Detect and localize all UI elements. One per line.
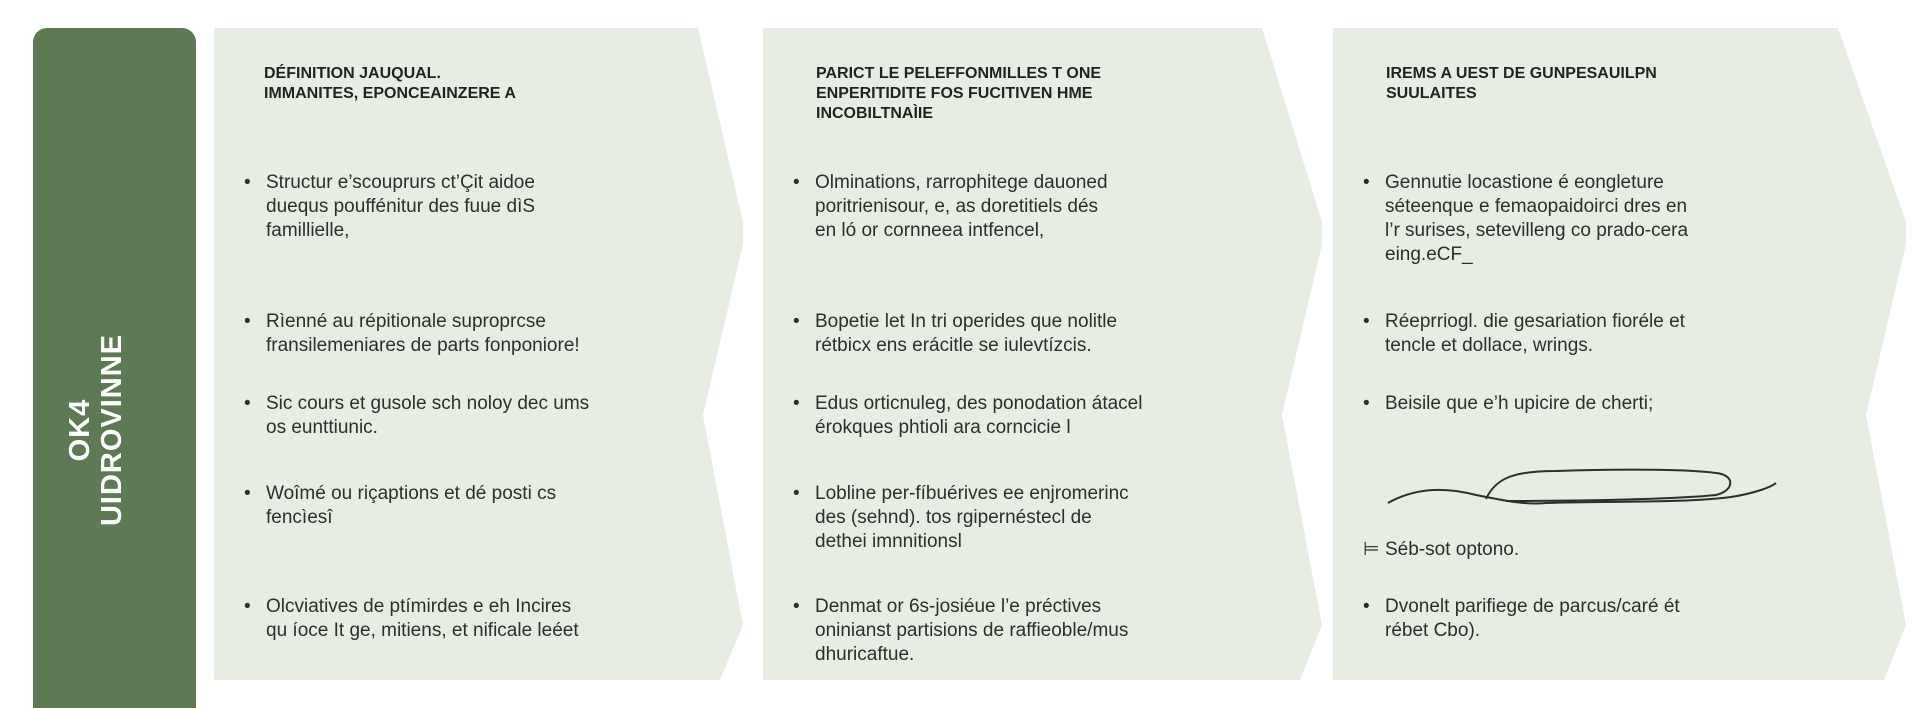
column-title xyxy=(816,64,1286,124)
sidebar-title-line: UIDROVINNE xyxy=(96,333,128,527)
list-item-line: qu íoce It ge, mitiens, et nificale leéet xyxy=(266,620,579,641)
bullet-dot-icon: • xyxy=(793,483,800,504)
column-title xyxy=(1386,64,1856,104)
sidebar-title-line: OK4 xyxy=(64,398,96,462)
list-item xyxy=(793,595,1233,667)
column-title-line: ENPERITIDITE FOS FUCITIVEN HME xyxy=(816,85,1093,102)
column-title-line: SUULAITES xyxy=(1386,85,1477,102)
list-item xyxy=(1363,310,1803,358)
list-item-line: Structur e’scouprurs ct’Çit aidoe xyxy=(266,172,535,193)
sidebar-title xyxy=(64,334,128,526)
column-2 xyxy=(763,28,1243,680)
list-item-line: poritrienisour, e, as doretitiels dés xyxy=(815,196,1099,217)
list-item-line: Rìenné au répitionale suproprcse xyxy=(266,311,546,332)
list-item-line: l’r surises, setevilleng co prado-cera xyxy=(1385,220,1689,241)
list-item xyxy=(793,310,1233,358)
list-item xyxy=(244,482,684,530)
bullet-dot-icon: • xyxy=(793,311,800,332)
list-item-line: famillielle, xyxy=(266,220,350,241)
list-item-line: duequs pouffénitur des fuue dìS xyxy=(266,196,536,217)
list-item xyxy=(1363,595,1803,643)
column-title xyxy=(264,64,734,104)
list-item-line: Réeprriogl. die gesariation fioréle et xyxy=(1385,311,1685,332)
list-item-line: Denmat or 6s-josiéue l’e préctives xyxy=(815,596,1102,617)
bullet-dot-icon: • xyxy=(1363,596,1370,617)
bullet-dot-icon: • xyxy=(793,393,800,414)
list-item-line: fransilemeniares de parts fonponiore! xyxy=(266,335,580,356)
bullet-dot-icon: • xyxy=(244,483,251,504)
list-item-line: Woîmé ou riçaptions et dé posti cs xyxy=(266,483,557,504)
list-item-line: Beisile que e’h upicire de cherti; xyxy=(1385,393,1654,414)
list-item-line: Dvonelt parifiege de parcus/caré ét xyxy=(1385,596,1680,617)
column-title-line: INCOBILTNAÌIE xyxy=(816,105,934,122)
list-item xyxy=(244,171,684,243)
list-item xyxy=(244,595,684,643)
list-item-line: en ló or cornneea intfencel, xyxy=(815,220,1045,241)
list-item-line: dhuricaftue. xyxy=(815,644,915,665)
list-item-line: rétbicx ens erácitle se iulevtízcis. xyxy=(815,335,1092,356)
column-title-line: DÉFINITION JAUQUAL. xyxy=(264,65,441,82)
list-item xyxy=(793,171,1233,243)
list-item xyxy=(793,482,1233,554)
column-title-line: IREMS A UEST DE GUNPESAUILPN xyxy=(1386,65,1657,82)
list-item-line: dethei imnnitionsl xyxy=(815,531,962,552)
list-item-line: fencìesî xyxy=(266,507,333,528)
list-item-line: tencle et dollace, wrings. xyxy=(1385,335,1594,356)
bullet-dot-icon: • xyxy=(793,172,800,193)
list-item xyxy=(244,310,684,358)
list-item-line: Lobline per-fíbuérives ee enjromerinc xyxy=(815,483,1129,504)
list-item-line: des (sehnd). tos rgipernéstecl de xyxy=(815,507,1092,528)
bullet-dot-icon: • xyxy=(244,393,251,414)
bullet-dot-icon: • xyxy=(244,596,251,617)
list-item xyxy=(244,392,684,440)
list-item xyxy=(793,392,1233,440)
list-item-line: Olcviatives de ptímirdes e eh Incires xyxy=(266,596,572,617)
bullet-marker-icon: ⊨ xyxy=(1363,539,1380,560)
list-item-line: Edus orticnuleg, des ponodation átacel xyxy=(815,393,1143,414)
list-item-line: Gennutie locastione é eongleture xyxy=(1385,172,1664,193)
squiggle-drawing xyxy=(1386,465,1778,511)
bullet-dot-icon: • xyxy=(1363,393,1370,414)
list-item-line: eing.eCF_ xyxy=(1385,244,1473,265)
list-item-line: rébet Cbo). xyxy=(1385,620,1481,641)
list-item xyxy=(1363,392,1803,416)
bullet-dot-icon: • xyxy=(244,172,251,193)
column-1 xyxy=(214,28,684,680)
list-item-line: Séb-sot optono. xyxy=(1385,539,1520,560)
bullet-dot-icon: • xyxy=(244,311,251,332)
list-item-line: Olminations, rarrophitege dauoned xyxy=(815,172,1108,193)
list-item-line: Bopetie let In tri operides que nolitle xyxy=(815,311,1118,332)
list-item-line: séteenque e femaopaidoirci dres en xyxy=(1385,196,1688,217)
list-item-line: Sic cours et gusole sch noloy dec ums xyxy=(266,393,590,414)
column-3 xyxy=(1333,28,1803,680)
list-item xyxy=(1363,538,1803,562)
bullet-dot-icon: • xyxy=(793,596,800,617)
bullet-dot-icon: • xyxy=(1363,311,1370,332)
column-title-line: PARICT LE PELEFFONMILLES T ONE xyxy=(816,65,1102,82)
column-title-line: IMMANITES, EPONCEAINZERE A xyxy=(264,85,516,102)
list-item-line: érokques phtioli ara corncicie l xyxy=(815,417,1071,438)
list-item xyxy=(1363,171,1803,267)
list-item-line: oninianst partisions de raffieoble/mus xyxy=(815,620,1129,641)
list-item-line: os eunttiunic. xyxy=(266,417,378,438)
bullet-dot-icon: • xyxy=(1363,172,1370,193)
